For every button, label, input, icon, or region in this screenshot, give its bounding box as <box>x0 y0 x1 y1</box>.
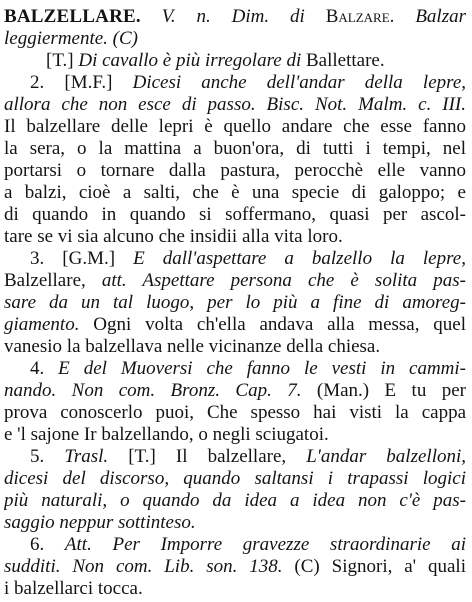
entry-line-10: di quando in quando si soffermano, quasi per ascol- <box>4 204 466 225</box>
headword: BALZELLARE. <box>4 6 141 27</box>
sense-6-heading: 6. Att. Per Imporre gravezze straordinarie ai <box>30 534 466 555</box>
entry-line-27: i balzellarci tocca. <box>4 578 143 599</box>
entry-line-2: leggiermente. (C) <box>4 28 139 49</box>
sense-2-heading: 2. [M.F.] Dicesi anche dell'andar della lepre, <box>30 72 466 93</box>
entry-line-14: sare da un tal luogo, per lo più a fine di amoreg- <box>4 292 466 313</box>
entry-line-6: Il balzellare delle lepri è quello andare che esse fanno <box>4 116 466 137</box>
entry-line-23: più naturali, o quando da idea a idea non c'è pas- <box>4 490 466 511</box>
entry-line-8: portarsi o tornare dalla pastura, perocchè elle vanno <box>4 160 466 181</box>
entry-line-15: giamento. Ogni volta ch'ella andava alla messa, quel <box>4 314 466 335</box>
entry-line-18: nando. Non com. Bronz. Cap. 7. (Man.) E tu per <box>4 380 466 401</box>
entry-line-16: vanesio la balzellava nelle vicinanze della chiesa. <box>4 336 381 357</box>
entry-line-19: prova conoscerlo puoi, Che spesso hai visti la cappa <box>4 402 466 423</box>
sense-5-heading: 5. Trasl. [T.] Il balzellare, L'andar balzelloni, <box>30 446 466 467</box>
entry-line-13: Balzellare, att. Aspettare persona che è solita pas- <box>4 270 466 291</box>
entry-line-3: [T.] Di cavallo è più irregolare di Ballettare. <box>46 50 385 71</box>
entry-line-9: a balzi, cioè a salti, che è una specie di galoppo; e <box>4 182 466 203</box>
sense-3-heading: 3. [G.M.] E dall'aspettare a balzello la lepre, <box>30 248 466 269</box>
entry-line-1: BALZELLARE. V. n. Dim. di Balzare. Balzar <box>4 6 466 27</box>
entry-line-22: dicesi del discorso, quando saltansi i trapassi logici <box>4 468 466 489</box>
entry-line-26: sudditi. Non com. Lib. son. 138. (C) Signori, a' quali <box>4 556 466 577</box>
entry-line-11: tare se vi sia alcuno che insidii alla vita loro. <box>4 226 343 247</box>
entry-line-24: saggio neppur sottinteso. <box>4 512 196 533</box>
sense-4-heading: 4. E del Muoversi che fanno le vesti in cammi- <box>30 358 466 379</box>
entry-line-5: allora che non esce di passo. Bisc. Not. Malm. c. III. <box>4 94 466 115</box>
entry-line-20: e 'l sajone Ir balzellando, o negli sciugatoi. <box>4 424 329 445</box>
entry-line-7: la sera, o la mattina a buon'ora, di tutti i tempi, nel <box>4 138 466 159</box>
